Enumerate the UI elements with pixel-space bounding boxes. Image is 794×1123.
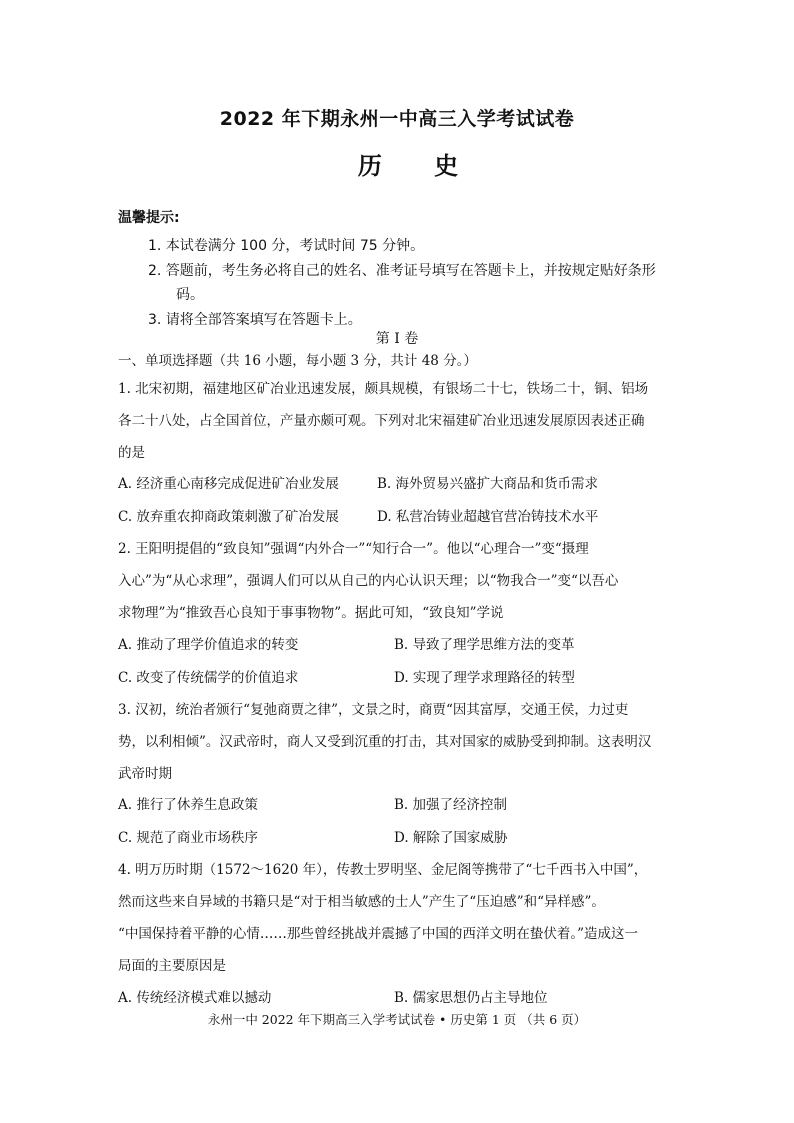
q3-option-c: C. 规范了商业市场秩序 — [118, 830, 258, 846]
page-footer: 永州一中 2022 年下期高三入学考试试卷 • 历史第 1 页 （共 6 页） — [207, 1012, 587, 1027]
q1-option-d: D. 私营冶铸业超越官营冶铸技术水平 — [377, 509, 599, 525]
q2-line-3: 求物理”为“推致吾心良知于事事物物”。据此可知，“致良知”学说 — [118, 605, 504, 621]
tip-item-2-cont: 码。 — [176, 287, 204, 303]
q3-line-3: 武帝时期 — [118, 766, 172, 782]
exam-title: 2022 年下期永州一中高三入学考试试卷 — [219, 108, 575, 130]
q3-option-a: A. 推行了休养生息政策 — [118, 797, 258, 813]
q4-line-4: 局面的主要原因是 — [118, 958, 226, 974]
q4-option-b: B. 儒家思想仍占主导地位 — [394, 990, 548, 1006]
subject-title: 历 史 — [357, 152, 481, 180]
q2-option-c: C. 改变了传统儒学的价值追求 — [118, 670, 299, 686]
tip-item-3: 3. 请将全部答案填写在答题卡上。 — [148, 312, 362, 328]
q3-option-d: D. 解除了国家威胁 — [394, 830, 508, 846]
q2-line-2: 入心”为“从心求理”，强调人们可以从自己的内心认识天理；以“物我合一”变“以吾心 — [118, 573, 619, 589]
q3-line-2: 势，以利相倾”。汉武帝时，商人又受到沉重的打击，其对国家的威胁受到抑制。这表明汉 — [118, 734, 652, 750]
q2-option-a: A. 推动了理学价值追求的转变 — [118, 637, 299, 653]
section-heading: 一、单项选择题（共 16 小题，每小题 3 分，共计 48 分。） — [118, 353, 477, 369]
q4-option-a: A. 传统经济模式难以撼动 — [118, 990, 272, 1006]
tip-item-2: 2. 答题前，考生务必将自己的姓名、准考证号填写在答题卡上，并按规定贴好条形 — [148, 263, 656, 279]
tips-heading: 温馨提示: — [118, 210, 180, 226]
q1-option-c: C. 放弃重农抑商政策刺激了矿冶发展 — [118, 509, 339, 525]
q2-line-1: 2. 王阳明提倡的“致良知”强调“内外合一”“知行合一”。他以“心理合一”变“摄理 — [118, 541, 589, 557]
q1-line-2: 各二十八处，占全国首位，产量亦颇可观。下列对北宋福建矿冶业迅速发展原因表述正确 — [118, 413, 645, 429]
tip-item-1: 1. 本试卷满分 100 分，考试时间 75 分钟。 — [148, 238, 425, 254]
q2-option-d: D. 实现了理学求理路径的转型 — [394, 670, 575, 686]
q4-line-1: 4. 明万历时期（1572～1620 年），传教士罗明坚、金尼阁等携带了“七千西书入中国”， — [118, 862, 648, 878]
q3-line-1: 3. 汉初，统治者颁行“复弛商贾之律”，文景之时，商贾“因其富厚，交通王侯，力过吏 — [118, 702, 629, 718]
q2-option-b: B. 导致了理学思维方法的变革 — [394, 637, 575, 653]
q4-line-2: 然而这些来自异域的书籍只是“对于相当敏感的士人”产生了“压迫感”和“异样感”。 — [118, 894, 605, 910]
q1-option-b: B. 海外贸易兴盛扩大商品和货币需求 — [377, 476, 599, 492]
q1-line-3: 的是 — [118, 445, 145, 461]
q3-option-b: B. 加强了经济控制 — [394, 797, 508, 813]
q4-line-3: “中国保持着平静的心情……那些曾经挑战并震撼了中国的西洋文明在蛰伏着。”造成这一 — [118, 926, 639, 942]
q1-line-1: 1. 北宋初期，福建地区矿冶业迅速发展，颇具规模，有银场二十七，铁场二十，铜、铝场 — [118, 381, 649, 397]
volume-label: 第 I 卷 — [375, 331, 419, 347]
q1-option-a: A. 经济重心南移完成促进矿冶业发展 — [118, 476, 339, 492]
